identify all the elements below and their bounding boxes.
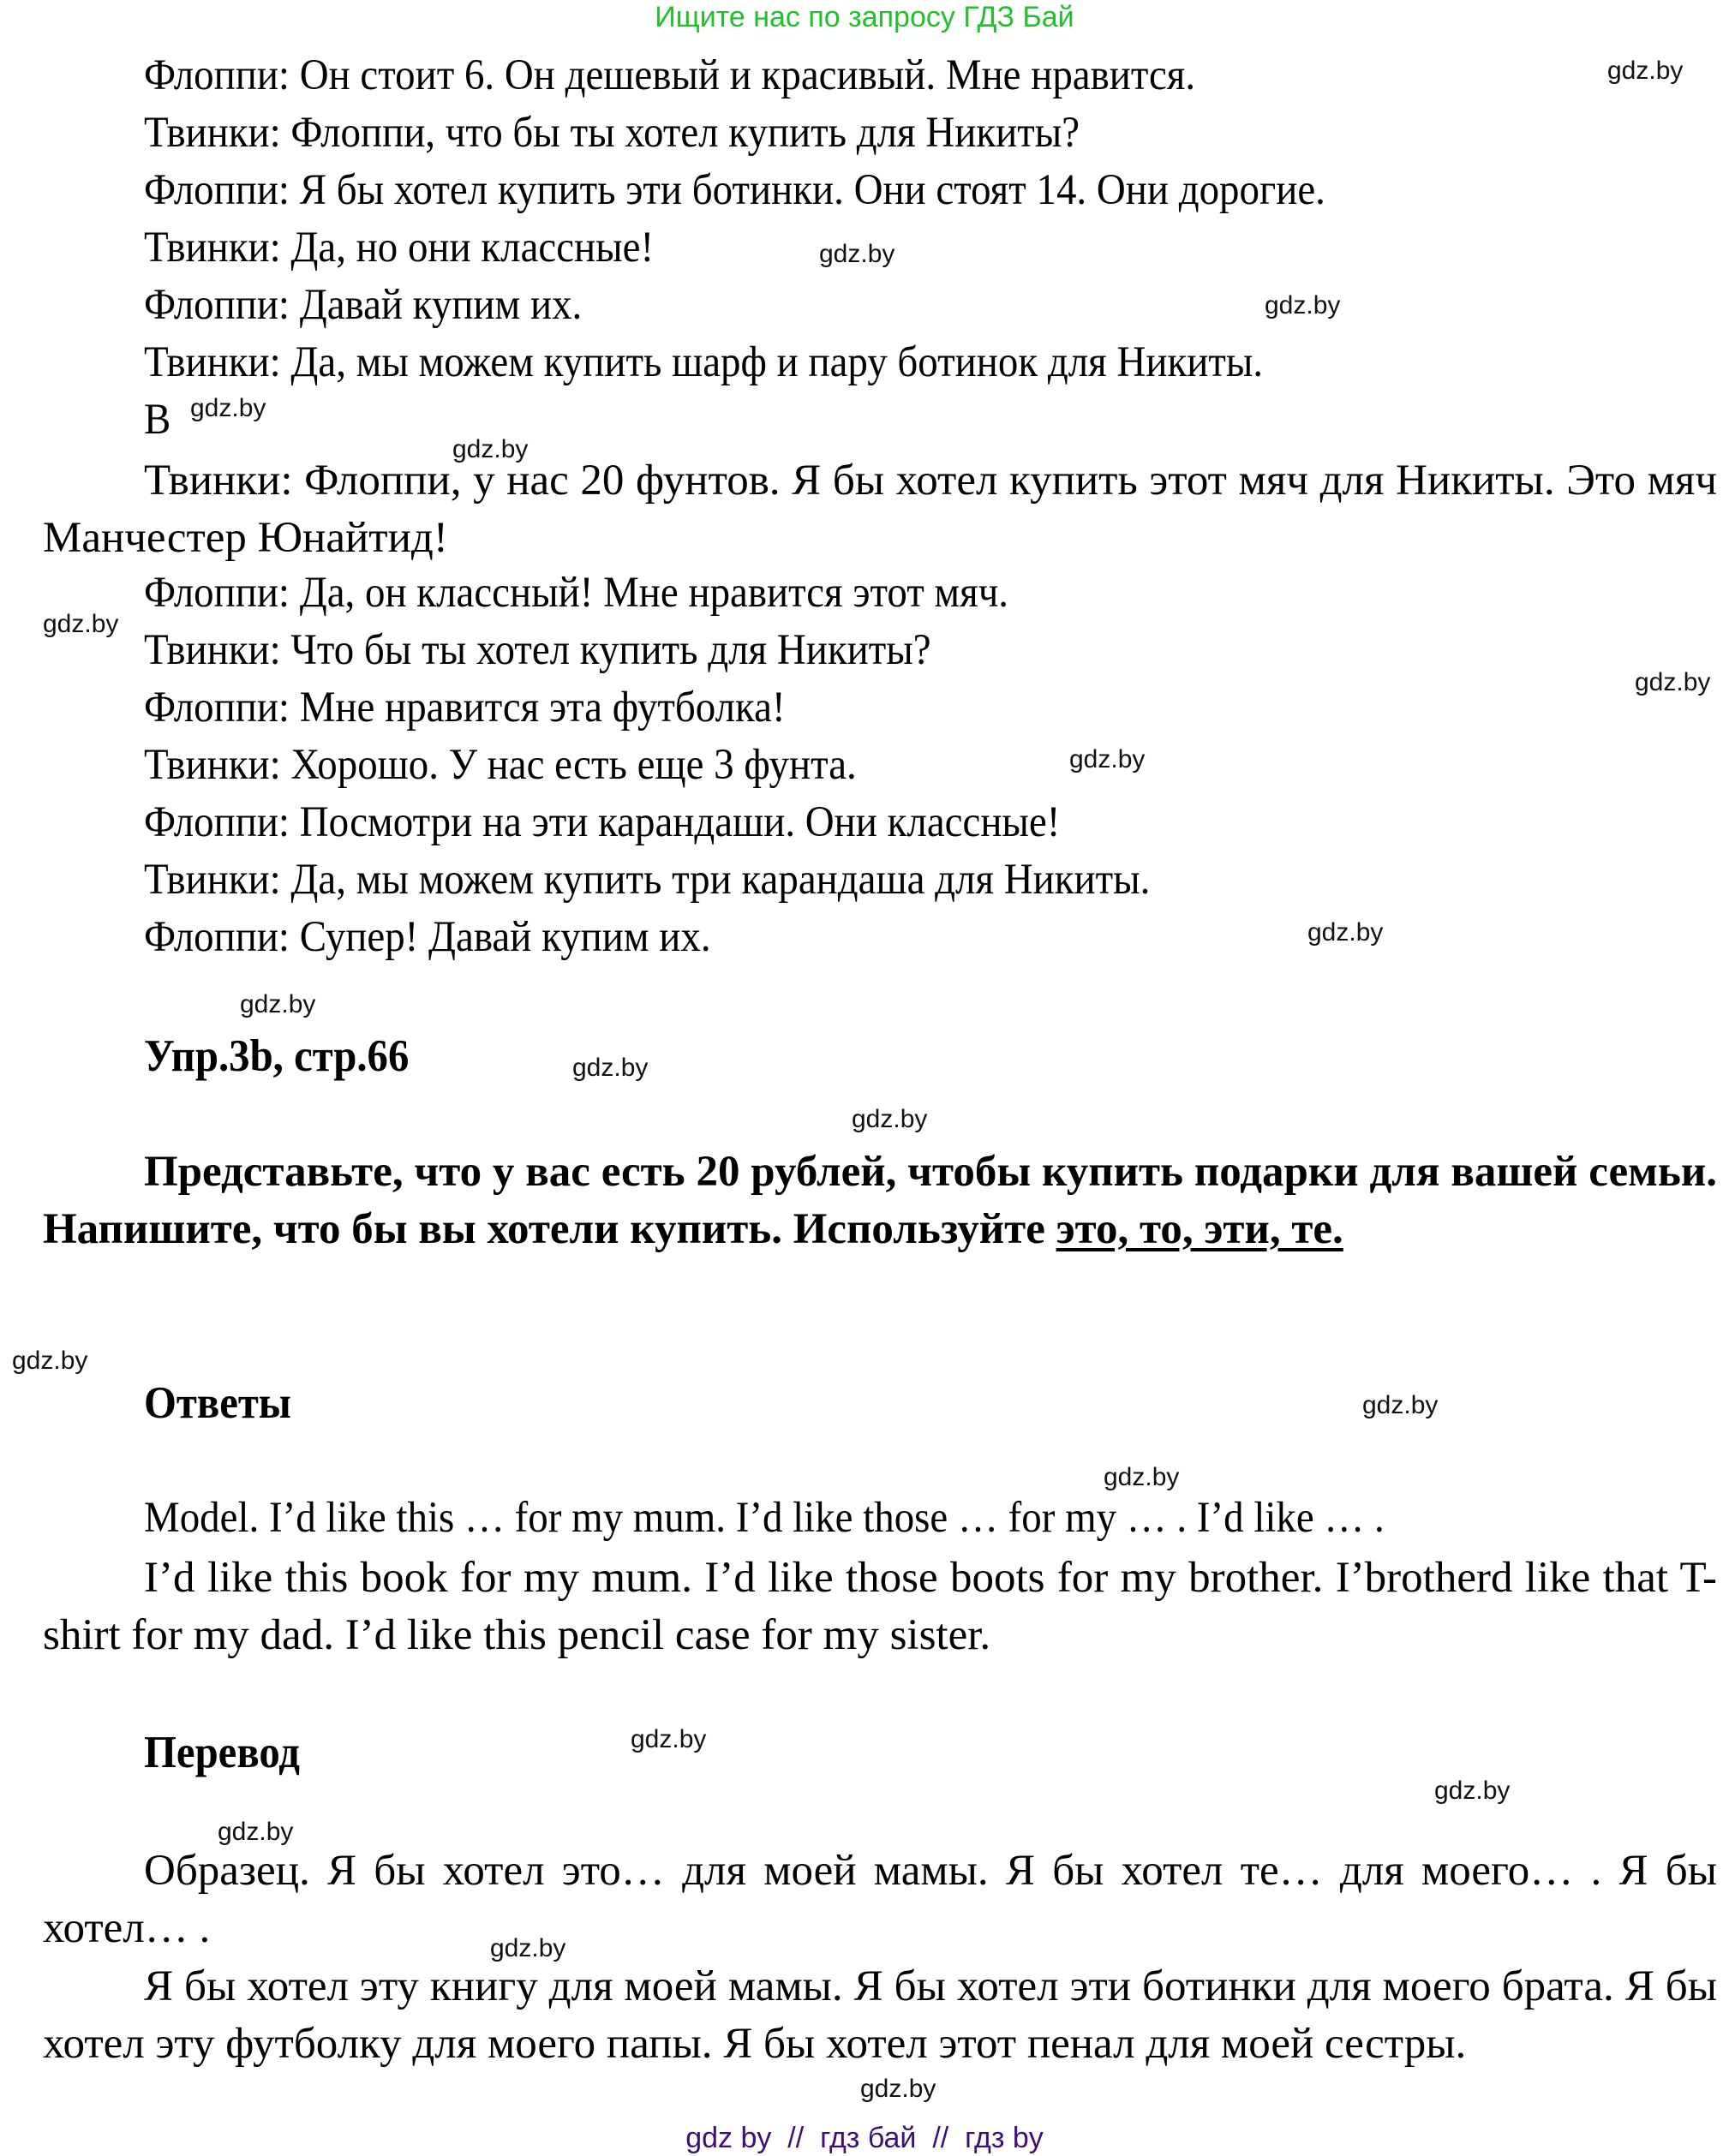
dialogue-line: Твинки: Да, мы можем купить три карандаша для Никиты. [144, 856, 1151, 904]
dialogue-paragraph: Твинки: Флоппи, у нас 20 фунтов. Я бы хотел купить этот мяч для Никиты. Это мяч Манчестер Юнайтид! [43, 457, 1717, 562]
watermark: gdz.by [452, 435, 529, 463]
watermark: gdz.by [43, 610, 119, 638]
dialogue-line: Твинки: Что бы ты хотел купить для Никиты? [144, 626, 931, 674]
exercise-title: Упр.3b, стр.66 [144, 1031, 410, 1081]
dialogue-line: Флоппи: Давай купим их. [144, 281, 583, 329]
watermark: gdz.by [1434, 1777, 1511, 1805]
watermark: gdz.by [1265, 291, 1341, 320]
exercise-task [43, 1144, 1717, 1258]
watermark: gdz.by [819, 240, 895, 268]
watermark: gdz.by [1307, 918, 1384, 947]
watermark: gdz.by [12, 1347, 88, 1375]
footer-links: gdz by // гдз бай // гдз by [685, 2122, 1044, 2154]
watermark: gdz.by [1607, 57, 1684, 85]
answers-text: I’d like this book for my mum. I’d like those boots for my brother. I’brotherd like that T-shirt for my dad. I’d like this pencil case for my sister. [43, 1554, 1717, 1659]
dialogue-line: Флоппи: Мне нравится эта футболка! [144, 684, 786, 732]
watermark: gdz.by [1069, 745, 1146, 773]
watermark: gdz.by [1104, 1463, 1180, 1491]
watermark: gdz.by [860, 2075, 936, 2103]
dialogue-line: Твинки: Хорошо. У нас есть еще 3 фунта. [144, 741, 857, 789]
watermark: gdz.by [1362, 1391, 1439, 1419]
task-text: Представьте, что у вас есть 20 рублей, чтобы купить подарки для вашей семьи. Напишите, что бы вы хотели купить. Используйте [43, 1148, 1717, 1253]
dialogue-line: Флоппи: Он стоит 6. Он дешевый и красивый. Мне нравится. [144, 51, 1196, 99]
dialogue-line: Твинки: Флоппи, что бы ты хотел купить для Никиты? [144, 109, 1080, 157]
watermark: gdz.by [240, 990, 316, 1018]
dialogue-line: Флоппи: Супер! Давай купим их. [144, 913, 711, 961]
watermark: gdz.by [572, 1054, 649, 1082]
task-underlined-words: это, то, эти, те. [1056, 1205, 1343, 1253]
section-label: B [144, 396, 171, 444]
search-banner: Ищите нас по запросу ГДЗ Бай [655, 1, 1074, 33]
dialogue-line: Флоппи: Посмотри на эти карандаши. Они классные! [144, 798, 1061, 846]
watermark: gdz.by [852, 1105, 928, 1133]
translation-heading: Перевод [144, 1728, 300, 1777]
watermark: gdz.by [218, 1818, 294, 1846]
watermark: gdz.by [631, 1725, 707, 1753]
answers-model: Model. I’d like this … for my mum. I’d like those … for my … . I’d like … . [144, 1494, 1385, 1542]
dialogue-line: Твинки: Да, мы можем купить шарф и пару ботинок для Никиты. [144, 338, 1264, 386]
translation-text: Я бы хотел эту книгу для моей мамы. Я бы хотел эти ботинки для моего брата. Я бы хотел эту футболку для моего папы. Я бы хотел этот пенал для моей сестры. [43, 1962, 1717, 2068]
dialogue-line: Флоппи: Да, он классный! Мне нравится этот мяч. [144, 569, 1009, 617]
dialogue-line: Твинки: Да, но они классные! [144, 224, 655, 272]
answers-heading: Ответы [144, 1378, 291, 1428]
watermark: gdz.by [190, 394, 266, 422]
translation-model: Образец. Я бы хотел это… для моей мамы. Я бы хотел те… для моего… . Я бы хотел… . [43, 1847, 1717, 1952]
watermark: gdz.by [490, 1934, 566, 1962]
watermark: gdz.by [1635, 668, 1711, 696]
dialogue-line: Флоппи: Я бы хотел купить эти ботинки. Они стоят 14. Они дорогие. [144, 166, 1325, 214]
